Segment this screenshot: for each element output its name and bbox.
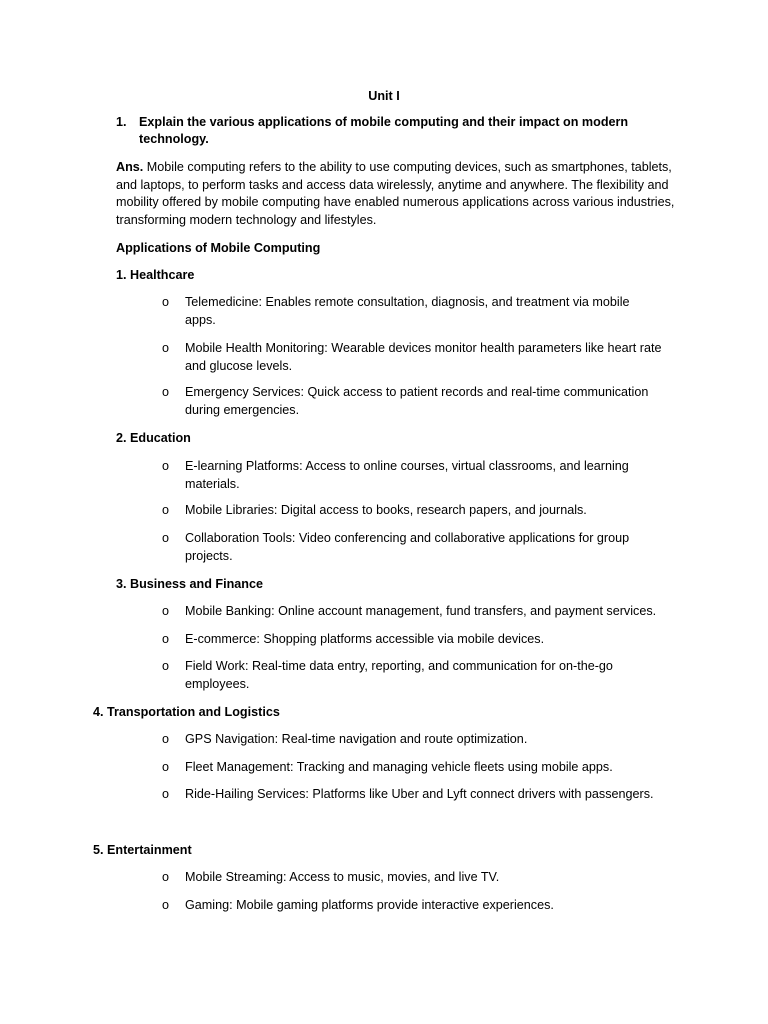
list-item-text: Collaboration Tools: Video conferencing and collaborative applications for group projects.: [185, 531, 630, 563]
list-item-text: Mobile Streaming: Access to music, movies, and live TV.: [185, 870, 500, 884]
list-item: [162, 530, 662, 565]
section-heading-transportation-logistics: 4. Transportation and Logistics: [93, 705, 280, 719]
list-item: [162, 658, 662, 693]
bullet-icon: o: [162, 503, 170, 517]
list-item: [162, 731, 662, 749]
list-item: [162, 502, 662, 520]
list-item-text: Gaming: Mobile gaming platforms provide interactive experiences.: [185, 898, 554, 912]
answer-label: Ans.: [116, 160, 144, 174]
list-item-text: GPS Navigation: Real-time navigation and route optimization.: [185, 732, 528, 746]
list-item-text: Telemedicine: Enables remote consultation, diagnosis, and treatment via mobile apps.: [185, 295, 630, 327]
section-heading-business-finance: 3. Business and Finance: [116, 577, 263, 591]
bullet-icon: o: [162, 385, 170, 399]
list-item: [162, 603, 682, 621]
question: [116, 114, 656, 148]
bullet-icon: o: [162, 787, 170, 801]
section-heading-entertainment: 5. Entertainment: [93, 843, 192, 857]
page-title: [0, 87, 768, 105]
list-item-text: E-learning Platforms: Access to online courses, virtual classrooms, and learning materials.: [185, 459, 629, 491]
question-text: Explain the various applications of mobile computing and their impact on modern technology.: [139, 115, 629, 146]
bullet-icon: o: [162, 870, 170, 884]
question-number: 1.: [116, 115, 127, 129]
list-item-text: Ride-Hailing Services: Platforms like Uber and Lyft connect drivers with passengers.: [185, 787, 654, 801]
section-heading-education: 2. Education: [116, 431, 191, 445]
section-heading-healthcare: 1. Healthcare: [116, 268, 195, 282]
bullet-icon: o: [162, 295, 170, 309]
bullet-icon: o: [162, 632, 170, 646]
applications-heading: Applications of Mobile Computing: [116, 241, 321, 255]
list-item-text: Field Work: Real-time data entry, reporting, and communication for on-the-go employees.: [185, 659, 613, 691]
list-item-text: E-commerce: Shopping platforms accessible via mobile devices.: [185, 632, 545, 646]
list-item-text: Mobile Libraries: Digital access to books, research papers, and journals.: [185, 503, 587, 517]
bullet-icon: o: [162, 659, 170, 673]
list-item: [162, 869, 662, 887]
list-item: [162, 340, 662, 375]
page-title-text: Unit I: [368, 89, 400, 103]
list-item: [162, 759, 662, 777]
list-item-text: Emergency Services: Quick access to patient records and real-time communication during emergencies.: [185, 385, 649, 417]
list-item: [162, 294, 662, 329]
list-item: [162, 786, 682, 804]
list-item: [162, 631, 662, 649]
bullet-icon: o: [162, 459, 170, 473]
bullet-icon: o: [162, 604, 170, 618]
bullet-icon: o: [162, 898, 170, 912]
answer-text: Mobile computing refers to the ability to use computing devices, such as smartphones, tablets, and laptops, to perform tasks and access data wirelessly, anytime and anywhere. The flexibility and mobility offered by mobile computing have enabled numerous applications across various industries, transforming modern technology and lifestyles.: [116, 160, 675, 227]
list-item-text: Mobile Banking: Online account management, fund transfers, and payment services.: [185, 604, 657, 618]
list-item: [162, 897, 662, 915]
list-item-text: Mobile Health Monitoring: Wearable devices monitor health parameters like heart rate and glucose levels.: [185, 341, 662, 373]
list-item: [162, 384, 662, 419]
list-item: [162, 458, 662, 493]
bullet-icon: o: [162, 732, 170, 746]
answer-paragraph: [116, 159, 676, 229]
bullet-icon: o: [162, 760, 170, 774]
list-item-text: Fleet Management: Tracking and managing vehicle fleets using mobile apps.: [185, 760, 613, 774]
bullet-icon: o: [162, 341, 170, 355]
bullet-icon: o: [162, 531, 170, 545]
